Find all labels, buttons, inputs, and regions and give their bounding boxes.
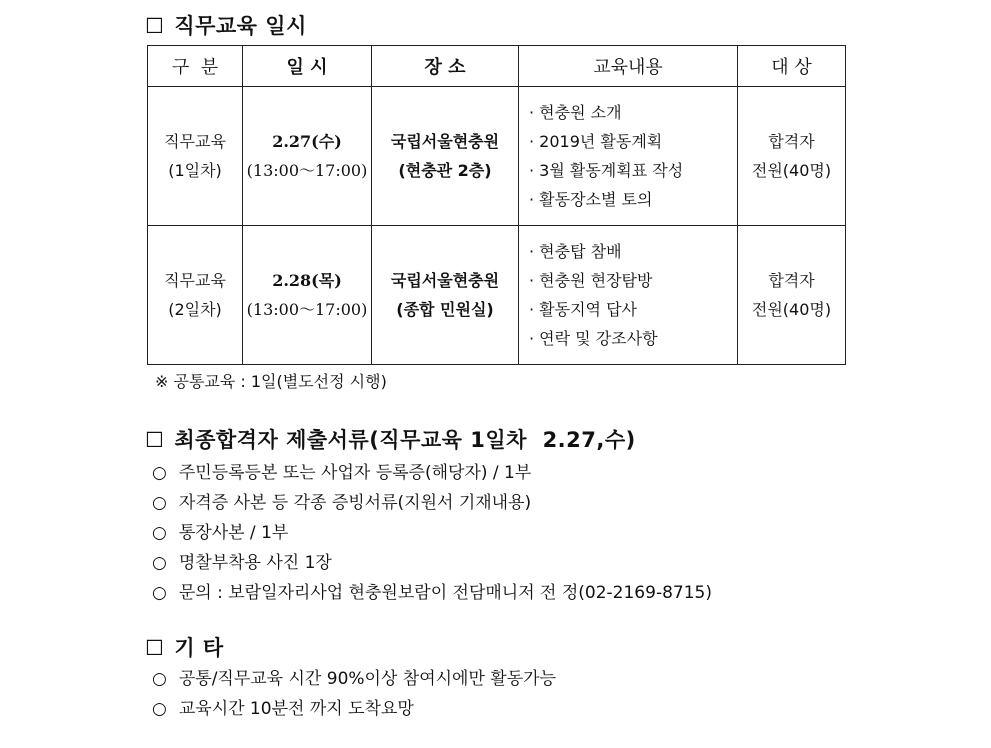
list-item: ○ 교육시간 10분전 까지 도착요망 xyxy=(152,699,414,719)
place-cell xyxy=(372,226,519,365)
list-item: ○ 주민등록등본 또는 사업자 등록증(해당자) / 1부 xyxy=(152,463,532,483)
target-cell xyxy=(738,87,846,226)
target-name: 합격자 xyxy=(768,132,815,151)
content-item: · 2019년 활동계획 xyxy=(529,132,663,151)
documents-list xyxy=(152,458,712,608)
content-item: · 3월 활동계획표 작성 xyxy=(529,161,684,180)
section-title-text: 최종합격자 제출서류(직무교육 1일차 2.27,수) xyxy=(174,428,636,452)
contents-cell xyxy=(519,226,738,365)
list-item: ○ 자격증 사본 등 각종 증빙서류(지원서 기재내용) xyxy=(152,493,532,513)
section-title-documents xyxy=(145,424,636,454)
circle-bullet-icon: ○ xyxy=(152,669,167,689)
circle-bullet-icon: ○ xyxy=(152,463,167,483)
circle-bullet-icon: ○ xyxy=(152,523,167,543)
section-title-text: 기 타 xyxy=(174,636,224,660)
list-item: ○ 통장사본 / 1부 xyxy=(152,523,289,543)
time: (13:00～17:00) xyxy=(246,161,368,180)
division-day: (2일차) xyxy=(168,300,222,319)
list-item: ○ 공통/직무교육 시간 90%이상 참여시에만 활동가능 xyxy=(152,669,556,689)
circle-bullet-icon: ○ xyxy=(152,553,167,573)
content-item: · 현충탑 참배 xyxy=(529,242,622,261)
content-item: · 현충원 소개 xyxy=(529,103,622,122)
checkbox-icon: ☐ xyxy=(145,14,165,38)
contents-cell xyxy=(519,87,738,226)
list-item: ○ 문의 : 보람일자리사업 현충원보람이 전담매니저 전 정(02-2169-8715) xyxy=(152,583,712,603)
header-datetime: 일 시 xyxy=(243,46,372,87)
target-name: 합격자 xyxy=(768,271,815,290)
content-item: · 현충원 현장탐방 xyxy=(529,271,653,290)
place-detail: (현충관 2층) xyxy=(398,161,492,180)
content-item: · 활동지역 답사 xyxy=(529,300,637,319)
header-division: 구 분 xyxy=(148,46,243,87)
datetime-cell xyxy=(243,226,372,365)
table-row xyxy=(148,226,846,365)
etc-list xyxy=(152,664,556,724)
circle-bullet-icon: ○ xyxy=(152,493,167,513)
division-cell xyxy=(148,226,243,365)
place-cell xyxy=(372,87,519,226)
table-header-row xyxy=(148,46,846,87)
header-place: 장 소 xyxy=(372,46,519,87)
section-title-schedule xyxy=(145,10,307,40)
section-title-etc xyxy=(145,632,224,662)
place-detail: (종합 민원실) xyxy=(396,300,494,319)
division-day: (1일차) xyxy=(168,161,222,180)
schedule-table xyxy=(147,45,846,365)
common-education-note: ※ 공통교육 : 1일(별도선정 시행) xyxy=(155,372,387,391)
division-name: 직무교육 xyxy=(164,271,226,290)
content-item: · 연락 및 강조사항 xyxy=(529,329,658,348)
section-title-text: 직무교육 일시 xyxy=(174,14,307,38)
header-target: 대 상 xyxy=(738,46,846,87)
checkbox-icon: ☐ xyxy=(145,636,165,660)
date: 2.28(목) xyxy=(272,271,342,290)
circle-bullet-icon: ○ xyxy=(152,583,167,603)
target-count: 전원(40명) xyxy=(751,300,832,319)
target-cell xyxy=(738,226,846,365)
date: 2.27(수) xyxy=(272,132,342,151)
place-name: 국립서울현충원 xyxy=(390,271,500,290)
place-name: 국립서울현충원 xyxy=(390,132,500,151)
division-cell xyxy=(148,87,243,226)
list-item: ○ 명찰부착용 사진 1장 xyxy=(152,553,332,573)
header-contents: 교육내용 xyxy=(519,46,738,87)
checkbox-icon: ☐ xyxy=(145,428,165,452)
time: (13:00～17:00) xyxy=(246,300,368,319)
datetime-cell xyxy=(243,87,372,226)
division-name: 직무교육 xyxy=(164,132,226,151)
table-row xyxy=(148,87,846,226)
circle-bullet-icon: ○ xyxy=(152,699,167,719)
target-count: 전원(40명) xyxy=(751,161,832,180)
content-item: · 활동장소별 토의 xyxy=(529,190,653,209)
